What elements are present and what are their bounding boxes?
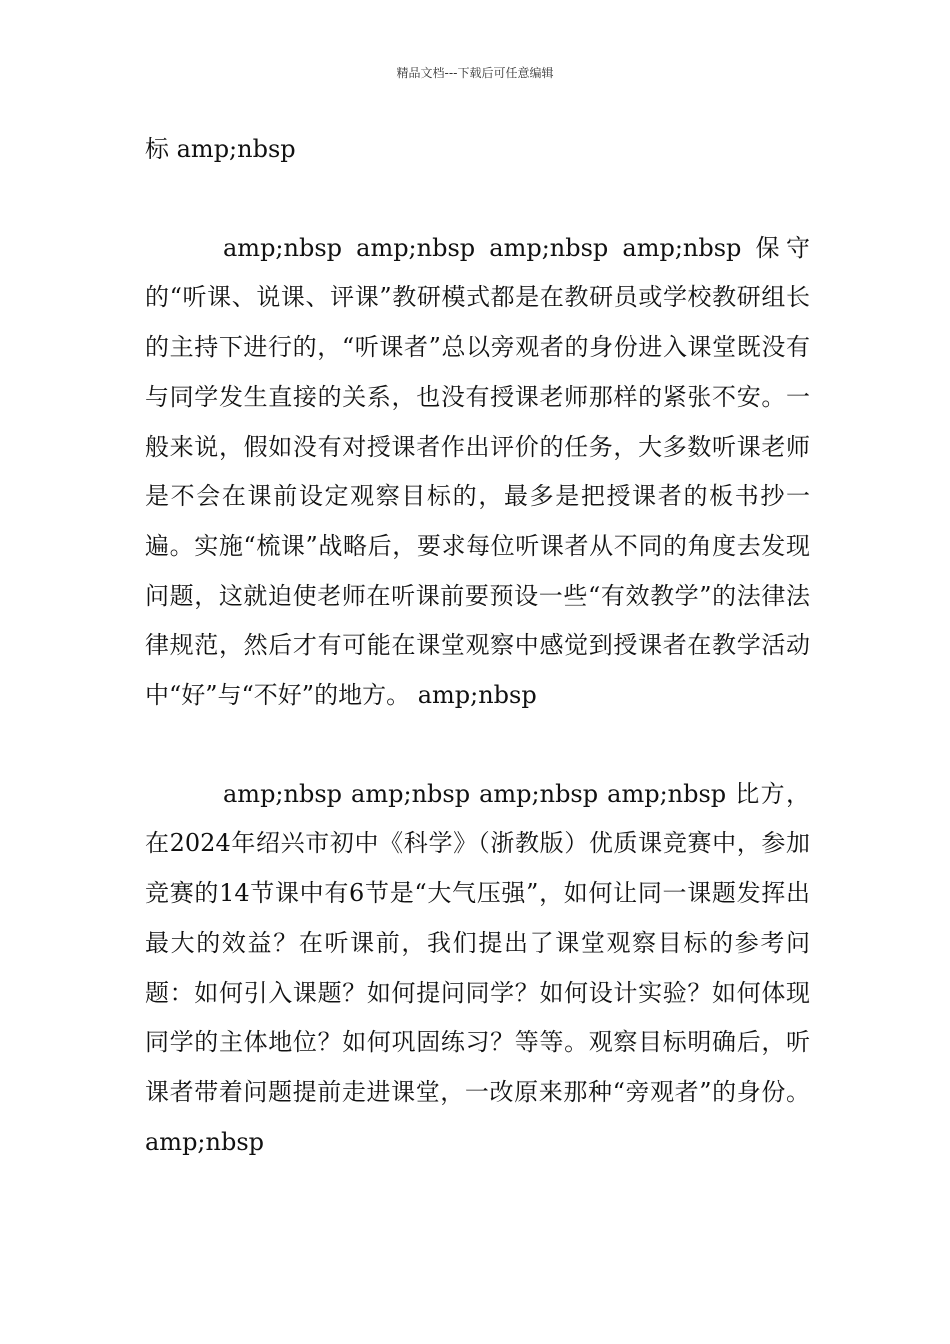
paragraph-listening-mode: amp;nbsp amp;nbsp amp;nbsp amp;nbsp 保守的“听课、说课、评课”教研模式都是在教研员或学校教研组长的主持下进行的，“听课者”总以旁观者的身份进入课堂既没有与同学发生直接的关系，也没有授课老师那样的紧张不安。一般来说，假如没有对授课者作出评价的任务，大多数听课老师是不会在课前设定观察目标的，最多是把授课者的板书抄一遍。实施“梳课”战略后，要求每位听课者从不同的角度去发现问题，这就迫使老师在听课前要预设一些“有效教学”的法律法律规范，然后才有可能在课堂观察中感觉到授课者在教学活动中“好”与“不好”的地方。 amp;nbsp [145, 233, 810, 710]
paragraph-example-competition: amp;nbsp amp;nbsp amp;nbsp amp;nbsp 比方，在2024年绍兴市初中《科学》（浙教版）优质课竞赛中，参加竞赛的14节课中有6节是“大气压强”，如何让同一课题发挥出最大的效益？在听课前，我们提出了课堂观察目标的参考问题：如何引入课题？如何提问同学？如何设计实验？如何体现同学的主体地位？如何巩固练习？等等。观察目标明确后，听课者带着问题提前走进课堂，一改原来那种“旁观者”的身份。 amp;nbsp [145, 779, 810, 1156]
document-body [145, 125, 810, 1216]
page-header: 精品文档---下载后可任意编辑 [396, 66, 554, 80]
paragraph-fragment: 标 amp;nbsp [145, 135, 296, 163]
